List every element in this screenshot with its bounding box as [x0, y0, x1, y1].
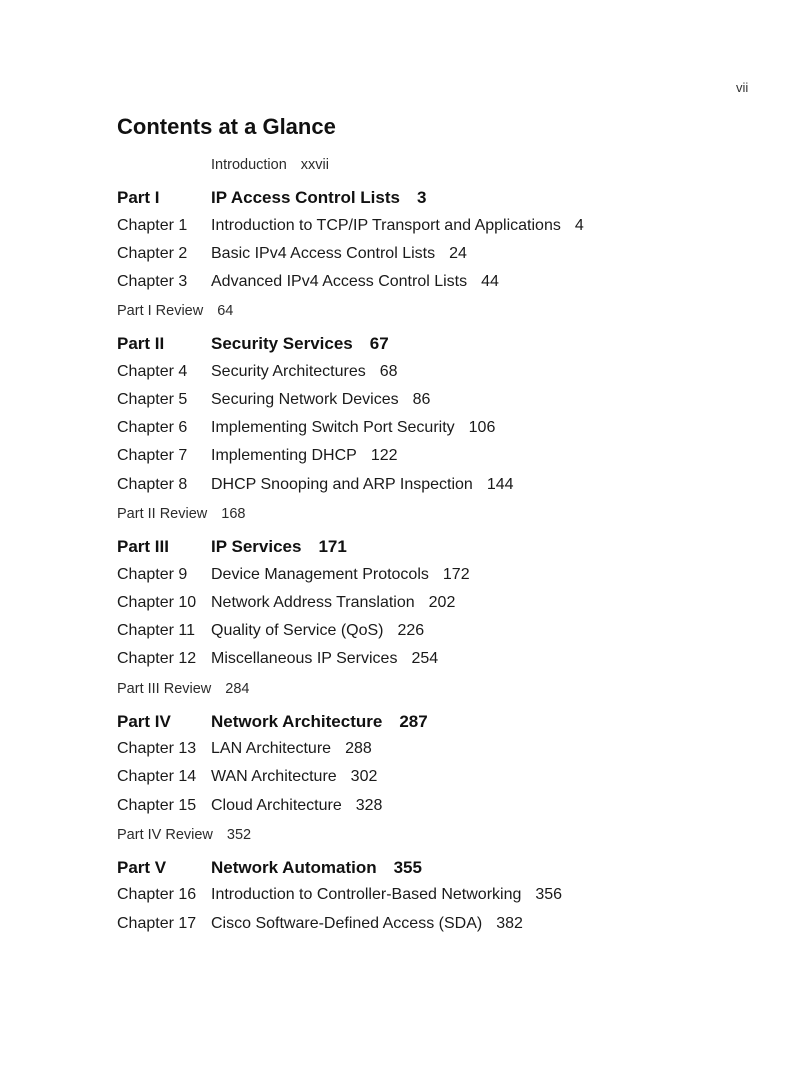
chapter-number: Chapter 6 [117, 419, 188, 436]
chapter-number: Chapter 5 [117, 391, 188, 408]
page-title: Contents at a Glance [117, 114, 336, 139]
entry-page-number: 172 [442, 566, 470, 583]
entry-title: Network Architecture [211, 712, 383, 731]
entry-title: Device Management Protocols [211, 566, 429, 583]
entry-page-number: 168 [221, 506, 246, 522]
chapter-number: Chapter 14 [117, 768, 197, 785]
chapter-number: Chapter 13 [117, 740, 197, 757]
entry-title: Quality of Service (QoS) [211, 622, 384, 639]
part-review-entry[interactable] [117, 301, 233, 325]
entry-title: Advanced IPv4 Access Control Lists [211, 273, 468, 290]
entry-page-number: 24 [449, 245, 467, 262]
entry-page-number: 355 [393, 858, 422, 877]
entry-title: Security Architectures [211, 363, 366, 380]
chapter-number: Chapter 7 [117, 447, 188, 464]
entry-page-number: 106 [468, 419, 496, 436]
entry-title: Part II Review [117, 506, 208, 522]
chapter-number: Chapter 3 [117, 273, 188, 290]
entry-page-number: 284 [225, 681, 250, 697]
part-review-entry[interactable] [117, 504, 245, 528]
part-number: Part V [117, 858, 167, 877]
entry-page-number: 67 [369, 334, 389, 353]
part-number: Part IV [117, 712, 171, 731]
entry-title: IP Services [211, 537, 302, 556]
entry-title: Introduction to Controller-Based Networking [211, 886, 522, 903]
entry-page-number: 356 [535, 886, 563, 903]
chapter-number: Chapter 9 [117, 566, 188, 583]
entry-page-number: 202 [428, 594, 456, 611]
entry-page-number: 226 [397, 622, 425, 639]
chapter-number: Chapter 11 [117, 622, 195, 639]
entry-page-number: 122 [370, 447, 398, 464]
part-review-entry[interactable] [117, 825, 251, 849]
entry-title: IP Access Control Lists [211, 188, 400, 207]
chapter-number: Chapter 8 [117, 476, 188, 493]
entry-title: Basic IPv4 Access Control Lists [211, 245, 436, 262]
entry-page-number: 44 [481, 273, 499, 290]
part-number: Part II [117, 334, 165, 353]
entry-title: Part IV Review [117, 827, 213, 843]
chapter-number: Chapter 15 [117, 797, 197, 814]
entry-page-number: 254 [411, 650, 439, 667]
entry-title: WAN Architecture [211, 768, 337, 785]
chapter-number: Chapter 17 [117, 915, 197, 932]
entry-page-number: 64 [217, 303, 234, 319]
entry-page-number: 302 [350, 768, 378, 785]
chapter-number: Chapter 4 [117, 363, 188, 380]
chapter-number: Chapter 16 [117, 886, 197, 903]
entry-title: DHCP Snooping and ARP Inspection [211, 476, 473, 493]
entry-title: Implementing Switch Port Security [211, 419, 455, 436]
entry-page-number: 287 [399, 712, 428, 731]
entry-page-number: xxvii [300, 157, 329, 173]
entry-page-number: 288 [345, 740, 372, 757]
entry-page-number: 86 [412, 391, 431, 408]
entry-page-number: 328 [355, 797, 383, 814]
chapter-number: Chapter 10 [117, 594, 197, 611]
entry-title: Introduction to TCP/IP Transport and Applications [211, 217, 561, 234]
entry-page-number: 352 [226, 827, 252, 843]
entry-title: Miscellaneous IP Services [211, 650, 398, 667]
entry-title: Introduction [211, 157, 287, 173]
entry-page-number: 382 [496, 915, 523, 932]
entry-title: Network Address Translation [211, 594, 415, 611]
chapter-number: Chapter 12 [117, 650, 197, 667]
part-number: Part I [117, 188, 160, 207]
entry-title: Cloud Architecture [211, 797, 342, 814]
page-number: vii [736, 80, 749, 95]
entry-title: Part III Review [117, 681, 212, 697]
entry-title: LAN Architecture [211, 740, 332, 757]
entry-page-number: 4 [574, 217, 584, 234]
entry-page-number: 171 [318, 537, 347, 556]
part-review-entry[interactable] [117, 679, 249, 703]
entry-page-number: 68 [379, 363, 398, 380]
entry-page-number: 144 [486, 476, 514, 493]
entry-title: Part I Review [117, 303, 204, 319]
entry-page-number: 3 [416, 188, 427, 207]
chapter-number: Chapter 1 [117, 217, 188, 234]
entry-title: Security Services [211, 334, 353, 353]
chapter-number: Chapter 2 [117, 245, 188, 262]
entry-title: Implementing DHCP [211, 447, 357, 464]
part-number: Part III [117, 537, 169, 556]
entry-title: Cisco Software-Defined Access (SDA) [211, 915, 483, 932]
entry-title: Securing Network Devices [211, 391, 399, 408]
entry-title: Network Automation [211, 858, 377, 877]
